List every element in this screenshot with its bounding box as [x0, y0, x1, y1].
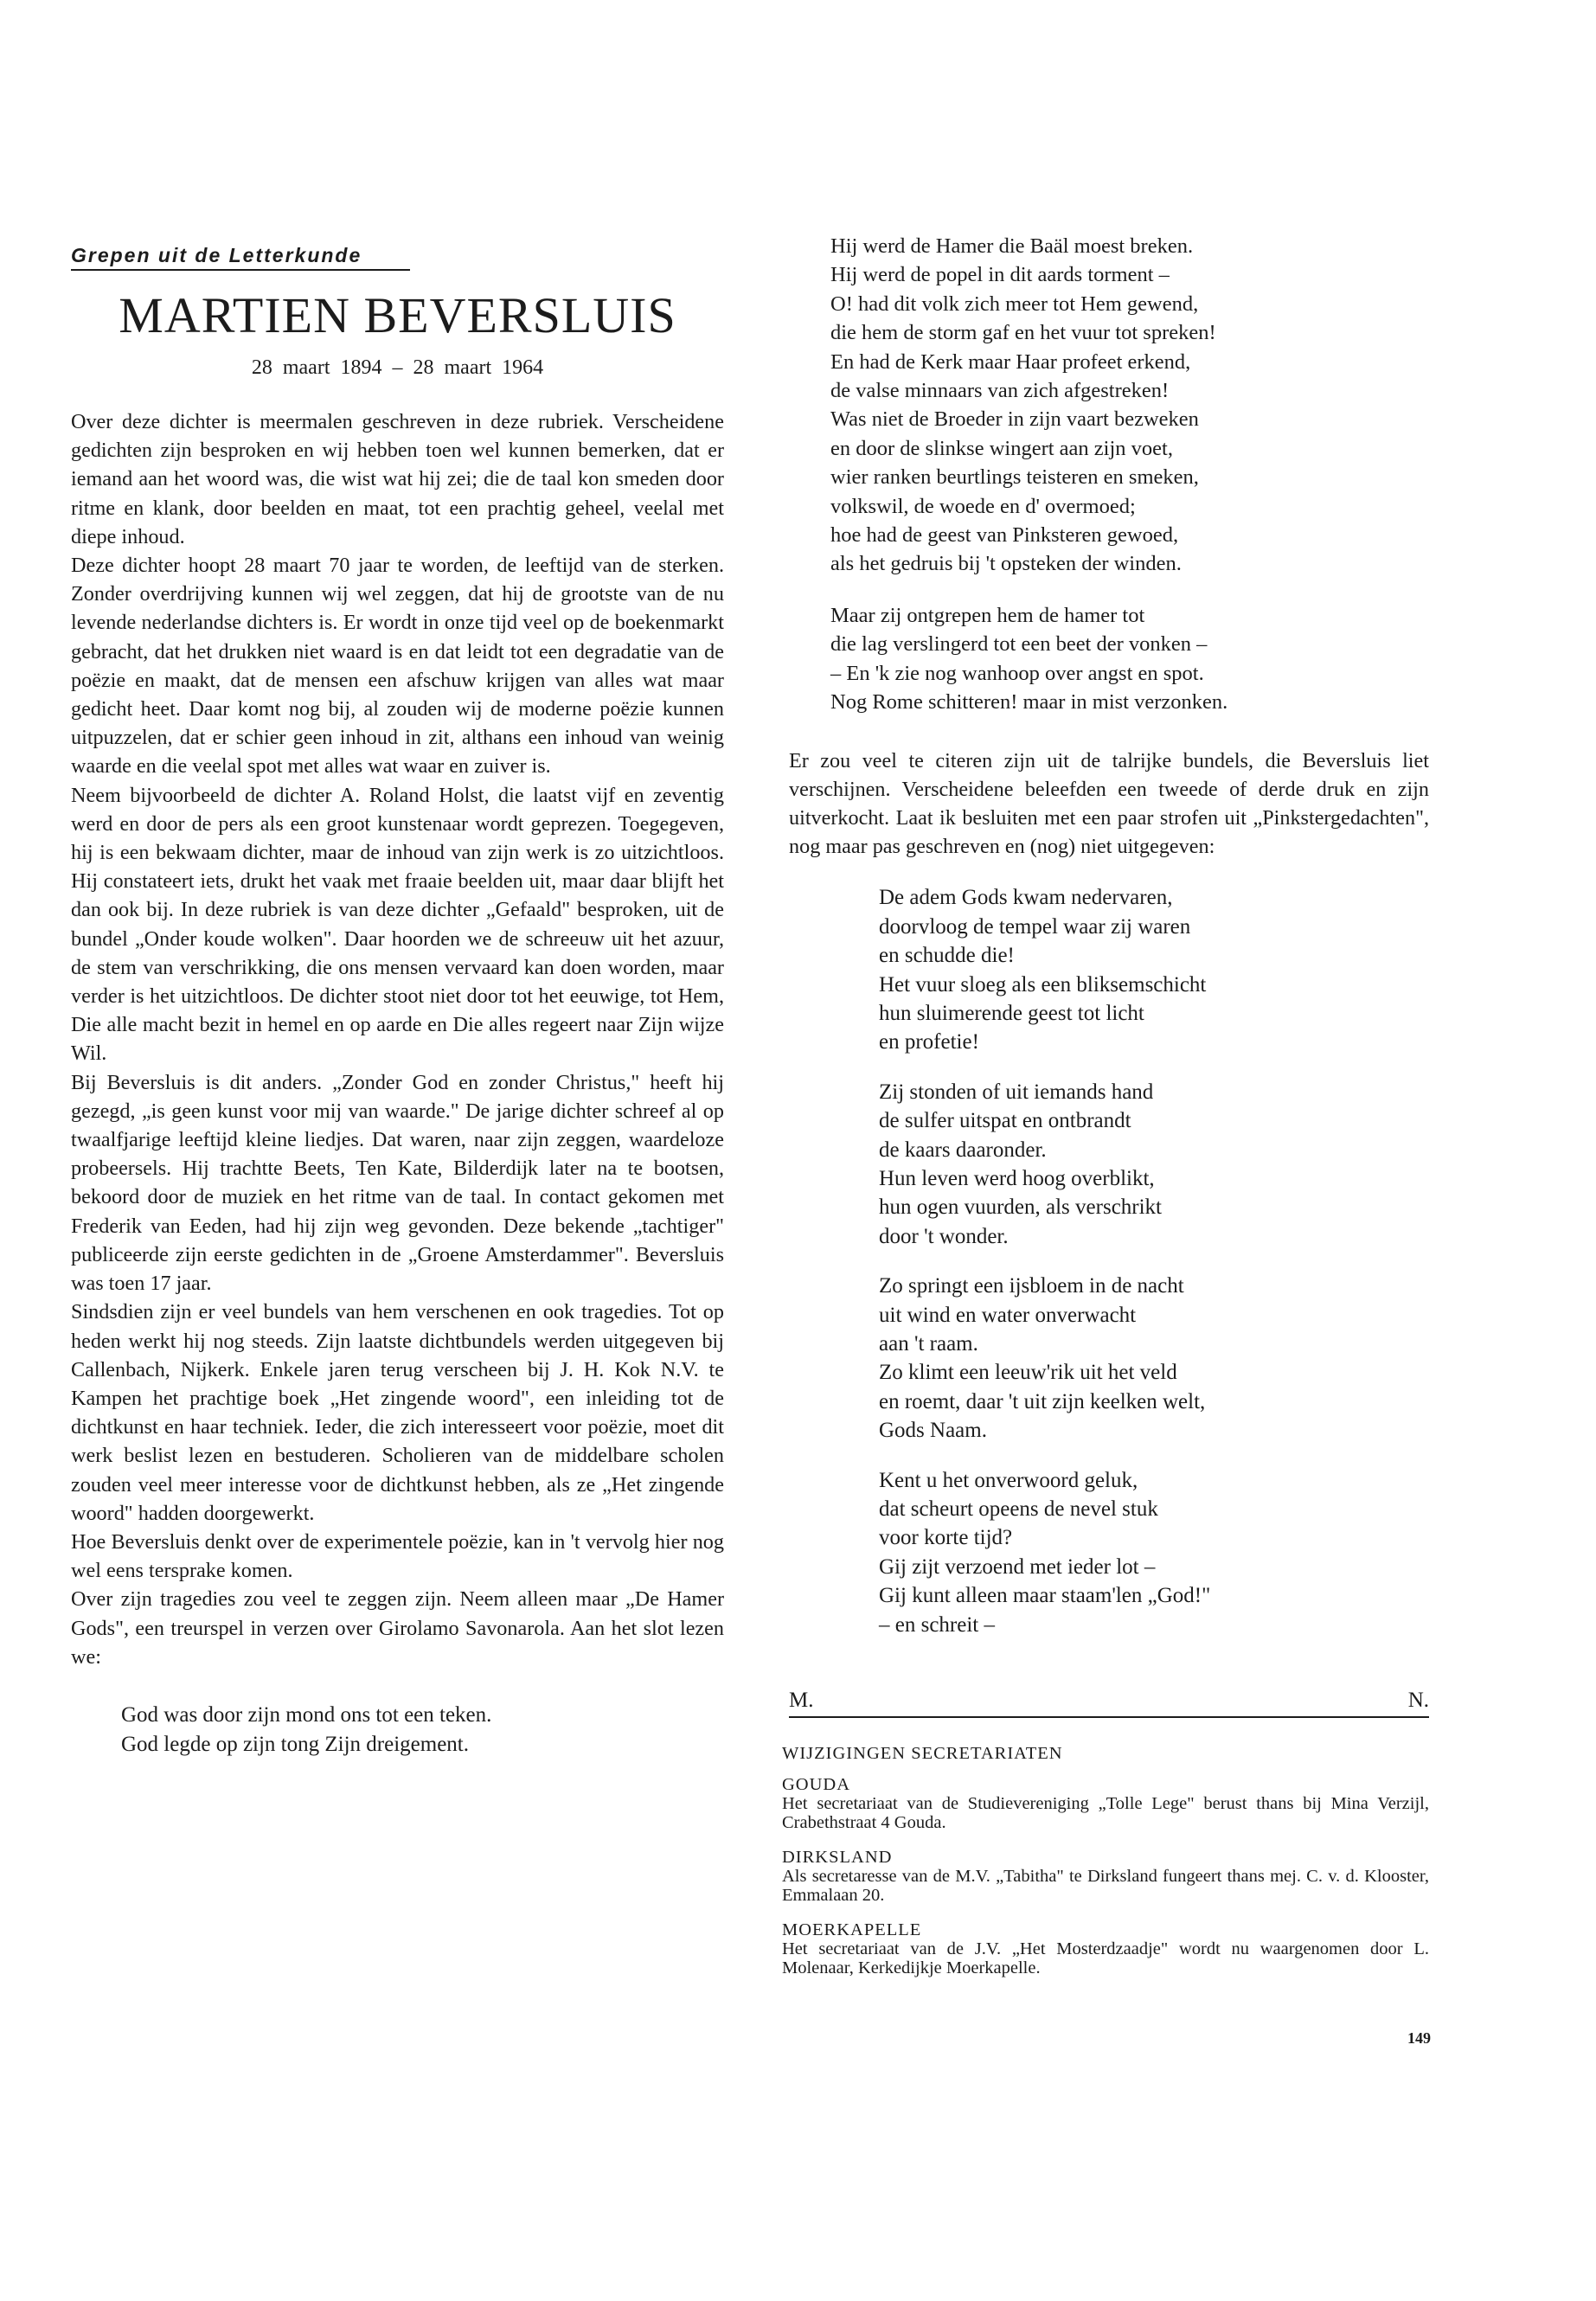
- poem-line: Gij zijt verzoend met ieder lot –: [879, 1554, 1156, 1579]
- article-dates: 28 maart 1894 – 28 maart 1964: [251, 356, 544, 379]
- poem-line: Maar zij ontgrepen hem de hamer tot: [830, 603, 1145, 627]
- paragraph: Neem bijvoorbeeld de dichter A. Roland Holst, die laatst vijf en zeventig werd en door de pers als een groot kunstenaar wordt geprezen. Toegegeven, hij is een bekwaam dichter, maar de inhoud van zijn werk is zo uitzichtloos. Hij constateert iets, drukt het vaak met fraaie beelden uit, maar daar blijft het dan ook bij. In deze rubriek is van deze dichter „Gefaald" besproken, uit de bundel „Onder koude wolken". Daar hoorden we de schreeuw uit het azuur, de stem van verschrikking, die ons mensen vervaard kan doen worden, maar verder is het uitzichtloos. De dichter stoot niet door tot het eeuwige, tot Hem, Die alle macht bezit in hemel en op aarde en Die alles regeert naar Zijn wijze Wil.: [71, 783, 724, 1066]
- poem-line: Zo klimt een leeuw'rik uit het veld: [879, 1361, 1177, 1385]
- poem-line: Gij kunt alleen maar staam'len „God!": [879, 1584, 1211, 1608]
- poem-line: Zij stonden of uit iemands hand: [879, 1080, 1154, 1104]
- entry-text: Het secretariaat van de Studievereniging „Tolle Lege" berust thans bij Mina Verzijl, Crabethstraat 4 Gouda.: [782, 1794, 1429, 1832]
- paragraph: Over zijn tragedies zou veel te zeggen zijn. Neem alleen maar „De Hamer Gods", een treurspel in verzen over Girolamo Savonarola. Aan het slot lezen we:: [71, 1587, 724, 1669]
- notice-entry: [782, 1920, 1429, 1977]
- poem-line: volkswil, de woede en d' overmoed;: [830, 494, 1136, 518]
- poem-line: God legde op zijn tong Zijn dreigement.: [121, 1732, 469, 1756]
- poem-line: aan 't raam.: [879, 1332, 978, 1356]
- paragraph: Bij Beversluis is dit anders. „Zonder God en zonder Christus," heeft hij gezegd, „is geen kunst voor mij van waarde." De jarige dichter schreef al op twaalfjarige leeftijd kleine liedjes. Dat waren, naar zijn zeggen, waardeloze probeersels. Hij trachtte Beets, Ten Kate, Bilderdijk later na te bootsen, bekoord door de muziek en het ritme van de taal. In contact gekomen met Frederik van Eeden, had hij zijn weg gevonden. Deze bekende „tachtiger" publiceerde zijn eerste gedichten in de „Groene Amsterdammer". Beversluis was toen 17 jaar.: [71, 1070, 724, 1296]
- poem-line: God was door zijn mond ons tot een teken.: [121, 1702, 492, 1727]
- stanza-gap: [830, 579, 1429, 601]
- article-body: [71, 407, 724, 1671]
- poem-line: Nog Rome schitteren! maar in mist verzonken.: [830, 690, 1228, 715]
- paragraph: Over deze dichter is meermalen geschreven in deze rubriek. Verscheidene gedichten zijn besproken en wij hebben toen wel kunnen bemerken, dat er iemand aan het woord was, die wist wat hij zei; die de taal kon smeden door ritme en klank, door beelden en maat, tot een prachtig geheel, veelal met diepe inhoud.: [71, 410, 724, 548]
- poem-line: doorvloog de tempel waar zij waren: [879, 914, 1191, 939]
- left-column: [71, 244, 724, 1759]
- stanza-gap: [879, 1445, 1429, 1466]
- entry-place: MOERKAPELLE: [782, 1920, 922, 1939]
- poem-line: – En 'k zie nog wanhoop over angst en spot.: [830, 661, 1204, 685]
- signature-initial-right: N.: [1407, 1689, 1429, 1712]
- poem-line: hun ogen vuurden, als verschrikt: [879, 1195, 1163, 1220]
- poem-line: Het vuur sloeg als een bliksemschicht: [879, 972, 1207, 997]
- poem-line: Hij werd de Hamer die Baäl moest breken.: [830, 234, 1194, 258]
- poem-line: En had de Kerk maar Haar profeet erkend,: [830, 349, 1191, 374]
- poem-line: de sulfer uitspat en ontbrandt: [879, 1109, 1131, 1133]
- notice-entry: [782, 1775, 1429, 1832]
- poem-line: O! had dit volk zich meer tot Hem gewend,: [830, 292, 1199, 316]
- poem-line: De adem Gods kwam nedervaren,: [879, 886, 1173, 910]
- article-title: MARTIEN BEVERSLUIS: [119, 287, 676, 343]
- paragraph: Deze dichter hoopt 28 maart 70 jaar te worden, de leeftijd van de sterken. Zonder overdrijving kunnen wij wel zeggen, dat hij de grootste van de nu levende nederlandse dichters is. Er wordt in onze tijd veel op de boekenmarkt gebracht, dat het drukken niet waard is en dat leidt tot een degradatie van de poëzie en maakt, dat de mensen een afschuw krijgen van alles wat maar gedicht heet. Daar komt nog bij, al zouden wij de moderne poëzie kunnen uitpuzzelen, dat er schier geen inhoud in zit, althans een inhoud van weinig waarde en die veelal spot met alles wat waar en zuiver is.: [71, 554, 724, 779]
- paragraph: Hoe Beversluis denkt over de experimentele poëzie, kan in 't vervolg hier nog wel eens tersprake komen.: [71, 1529, 724, 1583]
- poem-line: uit wind en water onverwacht: [879, 1303, 1137, 1327]
- rubric-heading: Grepen uit de Letterkunde: [71, 244, 410, 271]
- notice-heading: WIJZIGINGEN SECRETARIATEN: [782, 1744, 1063, 1763]
- poem-line: en door de slinkse wingert aan zijn voet,: [830, 436, 1173, 460]
- stanza-gap: [879, 1057, 1429, 1078]
- entry-place: DIRKSLAND: [782, 1848, 893, 1867]
- closing-paragraph: Er zou veel te citeren zijn uit de talrijke bundels, die Beversluis liet verschijnen. Verscheidene beleefden een tweede of derde druk en zijn uitverkocht. Laat ik besluiten met een paar strofen uit „Pinkstergedachten", nog maar pas geschreven en (nog) niet uitgegeven:: [789, 748, 1429, 859]
- poem-line: hun sluimerende geest tot licht: [879, 1001, 1144, 1025]
- poem-line: Gods Naam.: [879, 1419, 987, 1443]
- poem-line: Zo springt een ijsbloem in de nacht: [879, 1274, 1184, 1298]
- poem-line: en schudde die!: [879, 944, 1015, 968]
- poem-line: Hun leven werd hoog overblikt,: [879, 1166, 1155, 1190]
- poem-line: die lag verslingerd tot een beet der vonken –: [830, 632, 1208, 657]
- author-signature: [789, 1689, 1429, 1718]
- poem-line: die hem de storm gaf en het vuur tot spreken!: [830, 321, 1216, 345]
- poem-line: de kaars daaronder.: [879, 1138, 1047, 1162]
- poem-line: dat scheurt opeens de nevel stuk: [879, 1497, 1158, 1522]
- hamer-gods-quote-continued: [789, 232, 1429, 717]
- poem-line: Kent u het onverwoord geluk,: [879, 1468, 1138, 1492]
- signature-initial-left: M.: [789, 1689, 814, 1712]
- poem-line: Hij werd de popel in dit aards torment –: [830, 263, 1170, 287]
- poem-line: voor korte tijd?: [879, 1526, 1013, 1550]
- pinkstergedachten-poem: [789, 883, 1429, 1639]
- secretariaten-notice: [782, 1744, 1429, 1993]
- poem-line: wier ranken beurtlings teisteren en smeken,: [830, 465, 1199, 490]
- entry-text: Als secretaresse van de M.V. „Tabitha" te Dirksland fungeert thans mej. C. v. d. Klooster, Emmalaan 20.: [782, 1867, 1429, 1905]
- stanza-gap: [879, 1251, 1429, 1272]
- poem-line: en profetie!: [879, 1030, 979, 1054]
- notice-entry: [782, 1848, 1429, 1905]
- poem-line: hoe had de geest van Pinksteren gewoed,: [830, 523, 1179, 548]
- hamer-gods-quote: [71, 1701, 724, 1759]
- page-number: 149: [1407, 2029, 1431, 2047]
- poem-line: Was niet de Broeder in zijn vaart bezweken: [830, 407, 1199, 432]
- paragraph: Sindsdien zijn er veel bundels van hem verschenen en ook tragedies. Tot op heden werkt hij nog steeds. Zijn laatste dichtbundels werden uitgegeven bij Callenbach, Nijkerk. Enkele jaren terug verscheen bij J. H. Kok N.V. te Kampen het prachtige boek „Het zingende woord", een inleiding tot de dichtkunst en haar techniek. Ieder, die zich interesseert voor poëzie, moet dit werk beslist lezen en bestuderen. Scholieren van de middelbare scholen zouden veel meer interesse voor de dichtkunst hebben, als ze „Het zingende woord" hadden doorgewerkt.: [71, 1300, 724, 1525]
- right-column: [789, 232, 1429, 1639]
- poem-line: door 't wonder.: [879, 1224, 1009, 1248]
- poem-line: – en schreit –: [879, 1612, 995, 1637]
- poem-line: de valse minnaars van zich afgestreken!: [830, 379, 1170, 403]
- poem-line: en roemt, daar 't uit zijn keelken welt,: [879, 1389, 1206, 1413]
- entry-text: Het secretariaat van de J.V. „Het Mosterdzaadje" wordt nu waargenomen door L. Molenaar, Kerkedijkje Moerkapelle.: [782, 1939, 1429, 1977]
- entry-place: GOUDA: [782, 1775, 851, 1794]
- poem-line: als het gedruis bij 't opsteken der winden.: [830, 552, 1182, 576]
